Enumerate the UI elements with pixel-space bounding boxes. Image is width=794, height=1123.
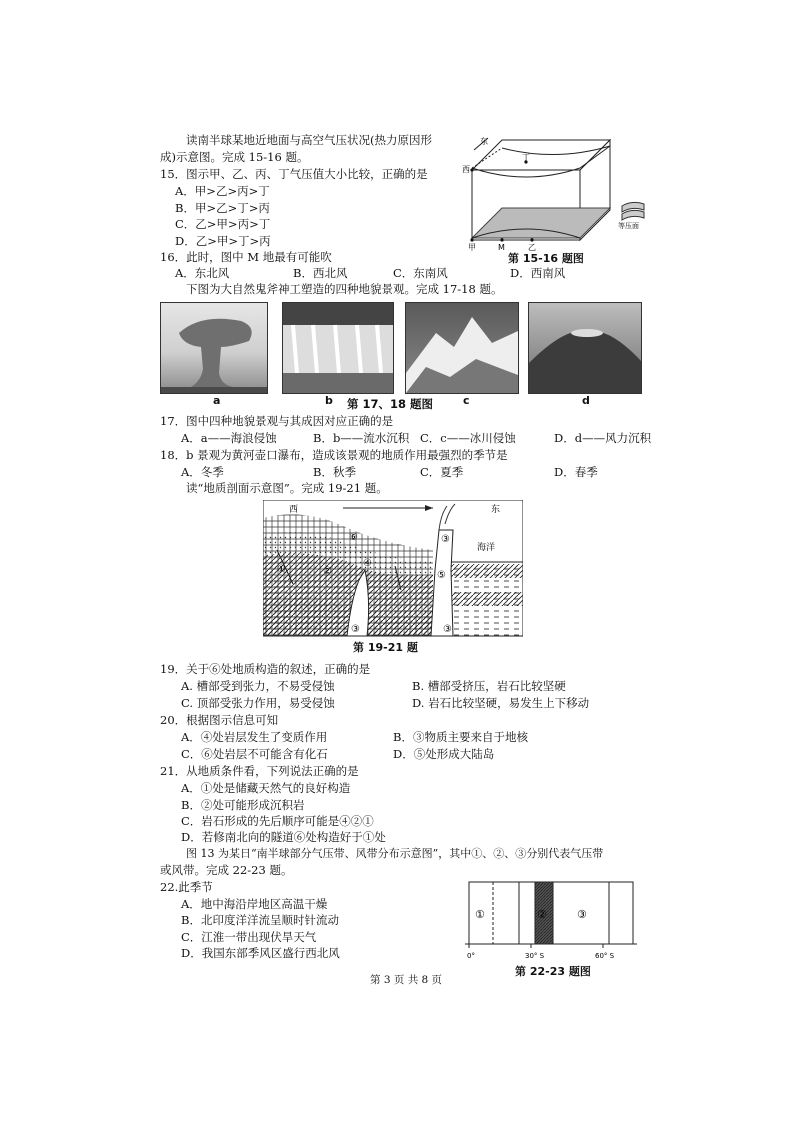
label-isobar: 等压面 [618, 222, 639, 230]
q18-option-a: A．冬季 [181, 465, 224, 479]
axis-60s: 60° S [595, 952, 615, 960]
marker-3b: ③ [351, 624, 360, 635]
label-west: 西 [462, 165, 470, 174]
marker-3a: ③ [441, 534, 450, 545]
label-east: 东 [480, 137, 488, 146]
label-west: 西 [289, 505, 299, 515]
q19-option-a: A. 槽部受到张力，不易受侵蚀 [181, 679, 335, 693]
label-m: M [498, 243, 505, 252]
intro-22-23-line2: 或风带。完成 22-23 题。 [160, 863, 293, 877]
q15-stem: 15．图示甲、乙、丙、丁气压值大小比较，正确的是 [160, 167, 428, 181]
q20-option-d: D．⑤处形成大陆岛 [393, 747, 495, 761]
page-footer: 第 3 页 共 8 页 [370, 974, 443, 986]
q18-option-d: D．春季 [554, 465, 598, 479]
q17-stem: 17．图中四种地貌景观与其成因对应正确的是 [160, 414, 394, 428]
q20-option-a: A．④处岩层发生了变质作用 [181, 730, 328, 744]
q16-option-c: C．东南风 [393, 266, 448, 280]
zone-2: ② [537, 908, 547, 921]
q16-option-d: D．西南风 [510, 266, 566, 280]
q19-option-b: B. 槽部受挤压，岩石比较坚硬 [412, 679, 566, 693]
q19-option-c: C. 顶部受张力作用，易受侵蚀 [181, 696, 335, 710]
axis-0: 0° [467, 952, 475, 960]
caption-15-16: 第 15-16 题图 [508, 252, 584, 265]
marker-2: ② [323, 566, 332, 577]
label-jia: 甲 [468, 243, 476, 252]
caption-17-18: 第 17、18 题图 [347, 397, 434, 411]
q20-option-b: B．③物质主要来自于地核 [393, 730, 528, 744]
photo-label-c: c [463, 394, 470, 407]
q19-option-d: D. 岩石比较坚硬，易发生上下移动 [412, 696, 590, 710]
photo-d-crater [528, 302, 642, 394]
axis-30s: 30° S [525, 952, 545, 960]
label-east: 东 [491, 505, 501, 515]
intro-15-16-line1: 读南半球某地近地面与高空气压状况(热力原因形 [186, 133, 432, 147]
intro-19-21: 读“地质剖面示意图”。完成 19-21 题。 [186, 481, 388, 495]
marker-5: ⑤ [437, 570, 446, 581]
q22-option-d: D．我国东部季风区盛行西北风 [181, 946, 340, 960]
q17-option-d: D．d——风力沉积 [554, 431, 652, 445]
q15-option-a: A．甲>乙>丙>丁 [175, 184, 270, 198]
q18-stem: 18．b 景观为黄河壶口瀑布，造成该景观的地质作用最强烈的季节是 [160, 448, 508, 462]
q18-option-b: B．秋季 [313, 465, 356, 479]
q16-option-a: A．东北风 [175, 266, 230, 280]
q21-option-c: C．岩石形成的先后顺序可能是④②① [181, 814, 374, 828]
q15-option-c: C．乙>甲>丙>丁 [175, 217, 271, 231]
q17-option-b: B．b——流水沉积 [313, 431, 410, 445]
q16-stem: 16．此时，图中 M 地最有可能吹 [160, 250, 332, 264]
q22-option-a: A．地中海沿岸地区高温干燥 [181, 897, 328, 911]
q15-option-d: D．乙>甲>丁>丙 [175, 234, 271, 248]
q19-stem: 19．关于⑥处地质构造的叙述，正确的是 [160, 662, 371, 676]
q21-option-a: A．①处是储藏天然气的良好构造 [181, 781, 351, 795]
q15-option-b: B．甲>乙>丁>丙 [175, 201, 270, 215]
q21-option-d: D．若修南北向的隧道⑥处构造好于①处 [181, 830, 386, 844]
q17-option-c: C．c——冰川侵蚀 [420, 431, 516, 445]
q16-option-b: B．西北风 [293, 266, 348, 280]
photo-label-d: d [582, 394, 590, 407]
photo-label-a: a [213, 394, 221, 407]
q21-stem: 21．从地质条件看，下列说法正确的是 [160, 764, 359, 778]
pressure-diagram-15-16 [460, 134, 660, 252]
photo-a-mushroom-rock [160, 302, 268, 394]
marker-6: ⑥ [349, 532, 358, 543]
intro-22-23-line1: 图 13 为某日“南半球部分气压带、风带分布示意图”，其中①、②、③分别代表气压带 [186, 847, 604, 860]
intro-15-16-line2: 成)示意图。完成 15-16 题。 [160, 150, 309, 164]
photo-label-b: b [325, 394, 333, 407]
marker-1: ① [277, 564, 286, 575]
zone-3: ③ [577, 908, 587, 921]
q22-option-b: B．北印度洋洋流呈顺时针流动 [181, 913, 339, 927]
q18-option-c: C．夏季 [420, 465, 464, 479]
q20-option-c: C．⑥处岩层不可能含有化石 [181, 747, 328, 761]
photo-c-snow-mountain [405, 302, 519, 394]
q22-stem: 22.此季节 [160, 880, 213, 894]
q20-stem: 20．根据图示信息可知 [160, 713, 279, 727]
caption-19-21: 第 19-21 题 [353, 641, 418, 654]
q17-option-a: A．a——海浪侵蚀 [181, 431, 277, 445]
label-ocean: 海洋 [477, 543, 496, 553]
pressure-belt-diagram [465, 880, 637, 962]
zone-1: ① [475, 908, 485, 921]
intro-17-18: 下图为大自然鬼斧神工塑造的四种地貌景观。完成 17-18 题。 [186, 282, 503, 296]
geologic-cross-section [263, 500, 523, 638]
q21-option-b: B．②处可能形成沉积岩 [181, 798, 305, 812]
q22-option-c: C．江淮一带出现伏旱天气 [181, 930, 317, 944]
caption-22-23: 第 22-23 题图 [515, 965, 591, 978]
label-ding: 丁 [522, 153, 530, 162]
photo-b-waterfall [282, 302, 394, 394]
label-yi: 乙 [528, 243, 536, 252]
marker-3c: ③ [443, 624, 452, 635]
marker-4: ④ [363, 558, 372, 569]
